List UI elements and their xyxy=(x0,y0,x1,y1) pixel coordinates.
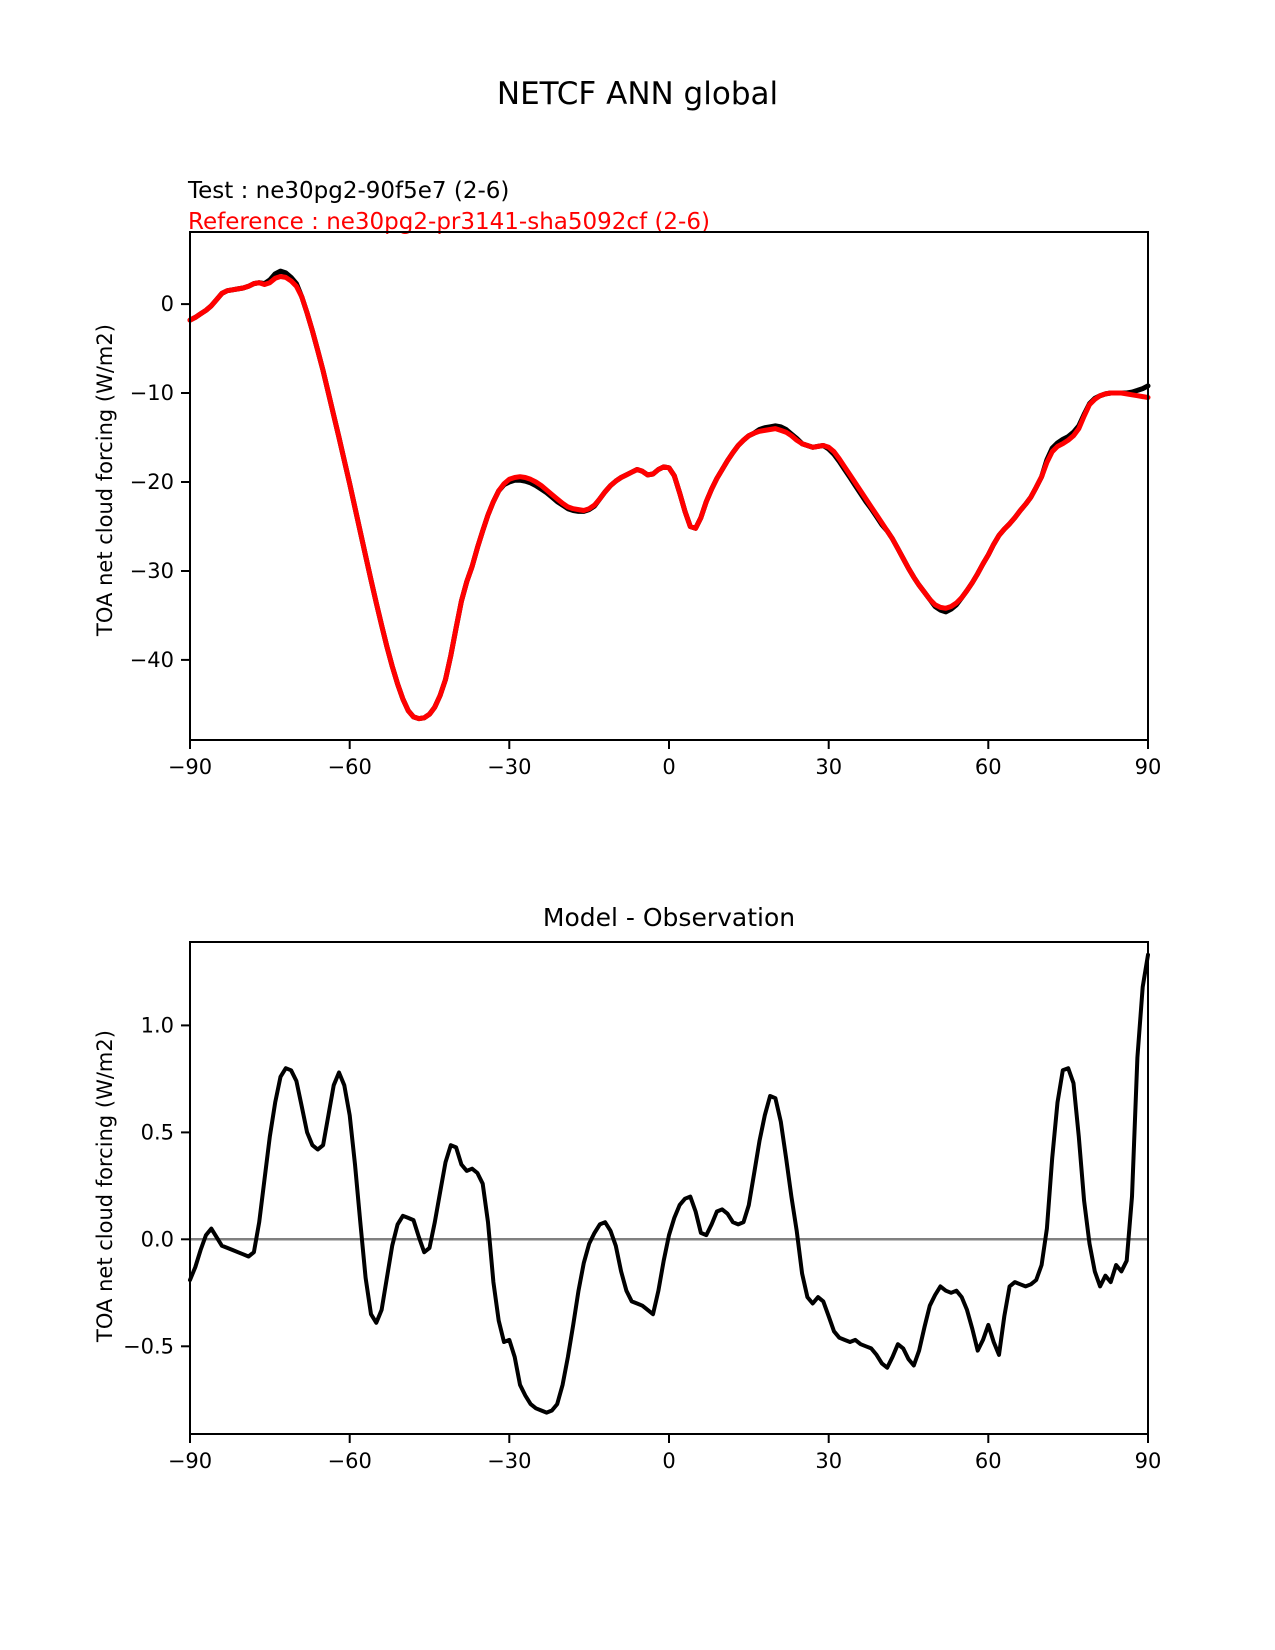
x-tick-label: 90 xyxy=(1134,1449,1162,1473)
legend-test-label: Test : ne30pg2-90f5e7 (2-6) xyxy=(188,178,510,204)
y-tick-label: −10 xyxy=(129,381,174,405)
x-tick-label: 0 xyxy=(662,1449,676,1473)
x-tick-label: 0 xyxy=(662,755,676,779)
x-tick-label: −60 xyxy=(327,1449,372,1473)
y-tick-label: 0.0 xyxy=(140,1227,174,1252)
legend-reference-label: Reference : ne30pg2-pr3141-sha5092cf (2-6) xyxy=(188,209,710,235)
y-tick-label: −20 xyxy=(129,470,174,494)
x-tick-label: −60 xyxy=(327,755,372,779)
x-tick-label: −30 xyxy=(487,755,532,779)
y-tick-label: −30 xyxy=(129,559,174,583)
axes-spines xyxy=(190,232,1148,740)
bottom-chart-y-axis-label: TOA net cloud forcing (W/m2) xyxy=(93,1030,117,1342)
series-line-0-1 xyxy=(190,277,1148,719)
x-tick-label: 60 xyxy=(974,755,1002,779)
chart-panel-1 xyxy=(123,942,1161,1473)
y-tick-label: −40 xyxy=(129,647,174,672)
y-tick-label: −0.5 xyxy=(123,1334,174,1359)
top-chart-y-axis-label: TOA net cloud forcing (W/m2) xyxy=(93,324,117,636)
y-tick-label: 0.5 xyxy=(140,1120,174,1145)
chart-panel-0 xyxy=(130,232,1162,779)
x-tick-label: 60 xyxy=(974,1449,1002,1473)
x-tick-label: −30 xyxy=(487,1449,532,1473)
x-tick-label: 90 xyxy=(1134,755,1162,779)
x-tick-label: −90 xyxy=(167,755,213,779)
x-tick-label: 30 xyxy=(815,755,843,779)
figure-title: NETCF ANN global xyxy=(496,76,779,112)
x-tick-label: −90 xyxy=(167,1449,213,1473)
x-tick-label: 30 xyxy=(815,1449,843,1473)
y-tick-label: 1.0 xyxy=(140,1013,174,1038)
y-tick-label: 0 xyxy=(160,292,174,317)
series-line-1-0 xyxy=(190,955,1148,1413)
bottom-chart-title: Model - Observation xyxy=(542,903,796,932)
axes-spines xyxy=(190,942,1148,1434)
series-line-0-0 xyxy=(190,271,1148,718)
